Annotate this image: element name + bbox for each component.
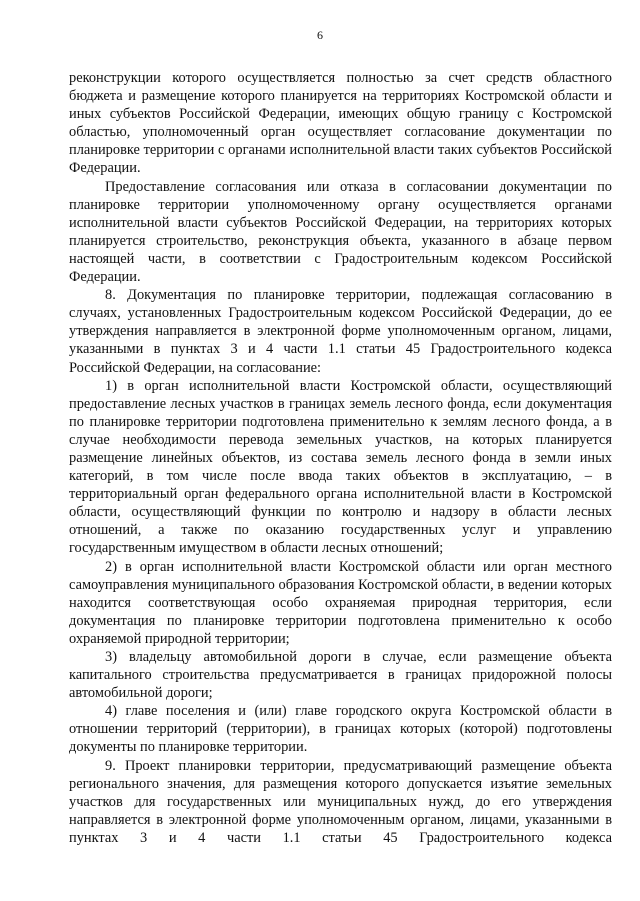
paragraph-approval-provision: Предоставление согласования или отказа в согласовании документации по планировке территории уполномоченному органу осуществляется органами исполнительной власти субъектов Российской Федерации, на территориях которых планируется строительство, реконструкция объекта, указанного в абзаце первом настоящей части, в соответствии с Градостроительным кодексом Российской Федерации.	[69, 178, 612, 286]
paragraph-item-2: 2) в орган исполнительной власти Костромской области или орган местного самоуправления муниципального образования Костромской области, в ведении которых находится соответствующая особо охраняемая природная территория, если документация по планировке территории подготовлена применительно к особо охраняемой природной территории;	[69, 558, 612, 647]
paragraph-item-1: 1) в орган исполнительной власти Костромской области, осуществляющий предоставление лесных участков в границах земель лесного фонда, если документация по планировке территории подготовлена применительно к землям лесного фонда, а в случае необходимости перевода земельных участков, на которых планируется размещение линейных объектов, из состава земель лесного фонда в земли иных категорий, в том числе после ввода таких объектов в эксплуатацию, – в территориальный орган федерального органа исполнительной власти в Костромской области, осуществляющий функции по контролю и надзору в области лесных отношений, а также по оказанию государственных услуг и управлению государственным имуществом в области лесных отношений;	[69, 377, 612, 557]
document-body	[69, 69, 612, 847]
paragraph-item-3: 3) владельцу автомобильной дороги в случае, если размещение объекта капитального строительства предусматривается в границах придорожной полосы автомобильной дороги;	[69, 649, 612, 702]
page-number: 6	[317, 28, 323, 42]
paragraph-clause-8: 8. Документация по планировке территории, подлежащая согласованию в случаях, установленных Градостроительным кодексом Российской Федерации, до ее утверждения направляется в электронной форме уполномоченным органом, лицами, указанными в пунктах 3 и 4 части 1.1 статьи 45 Градостроительного кодекса Российской Федерации, на согласование:	[69, 287, 612, 376]
paragraph-clause-9: 9. Проект планировки территории, предусматривающий размещение объекта регионального значения, для размещения которого допускается изъятие земельных участков для государственных или муниципальных нужд, до его утверждения направляется в электронной форме уполномоченным органом, лицами, указанными в пунктах 3 и 4 части 1.1 статьи 45 Градостроительного кодекса	[69, 757, 612, 846]
paragraph-item-4: 4) главе поселения и (или) главе городского округа Костромской области в отношении территорий (территории), в границах которых (которой) подготовлены документы по планировке территории.	[69, 703, 612, 756]
paragraph-continuation: реконструкции которого осуществляется полностью за счет средств областного бюджета и размещение которого планируется на территориях Костромской области и иных субъектов Российской Федерации, имеющих общую границу с Костромской областью, уполномоченный орган осуществляет согласование документации по планировке территории с органами исполнительной власти таких субъектов Российской Федерации.	[69, 70, 612, 177]
